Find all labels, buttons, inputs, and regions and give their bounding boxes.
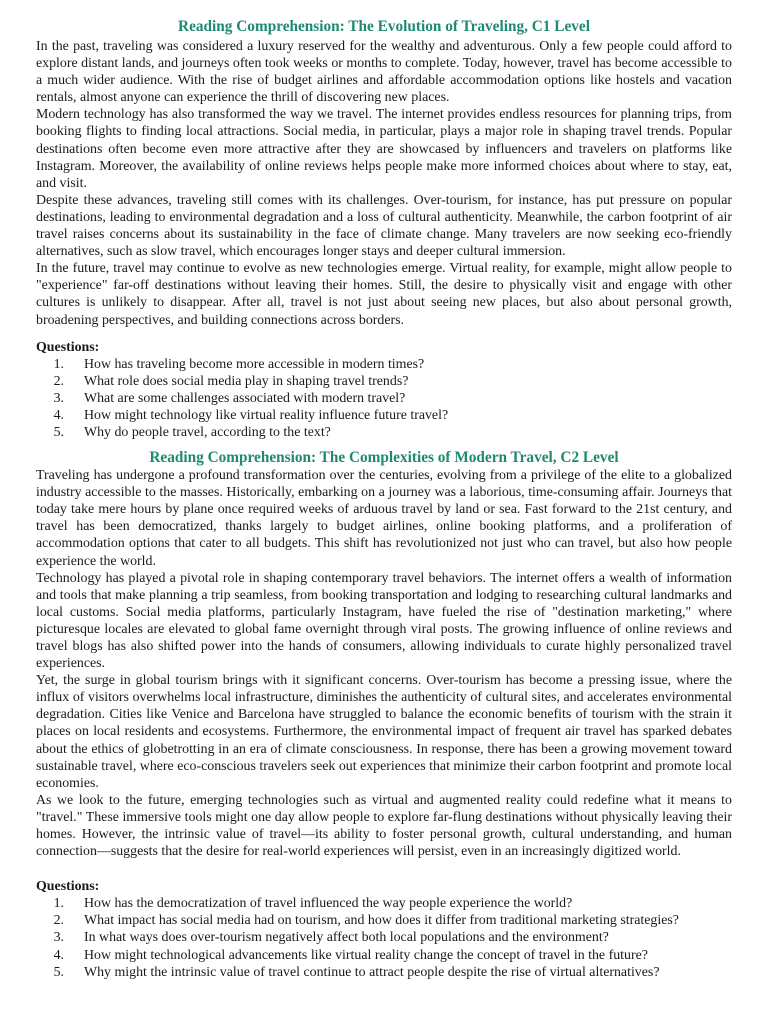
question-number: 4. (53, 947, 64, 963)
paragraph: Despite these advances, traveling still comes with its challenges. Over-tourism, for instance, has put pressure on popular destinations, leading to environmental degradation and a loss of cultural authenticity. Meanwhile, the carbon footprint of air travel raises concerns about its sustainability in the face of climate change. Many travelers are now seeking eco-friendly alternatives, such as slow travel, which encourages longer stays and deeper cultural immersion. (36, 192, 732, 260)
question-item (36, 895, 732, 912)
paragraph: Modern technology has also transformed the way we travel. The internet provides endless resources for planning trips, from booking flights to finding local attractions. Social media, in particular, plays a major role in shaping travel trends. Popular destinations often become even more attractive after they are showcased by influencers and travelers on platforms like Instagram. Moreover, the availability of online reviews helps people make more informed choices about where to stay, eat, and visit. (36, 107, 732, 191)
question-item (36, 912, 732, 929)
paragraph: In the past, traveling was considered a luxury reserved for the wealthy and adventurous. Only a few people could afford to explore distant lands, and journeys often took weeks or months to complete. Today, however, travel has become accessible to a much wider audience. With the rise of budget airlines and affordable accommodation options like hostels and vacation rentals, almost anyone can experience the thrill of discovering new places. (36, 39, 732, 106)
question-text: How might technology like virtual reality influence future travel? (84, 407, 449, 423)
question-text: How has traveling become more accessible in modern times? (84, 356, 425, 372)
question-item (36, 947, 732, 964)
paragraph: Traveling has undergone a profound transformation over the centuries, evolving from a privilege of the elite to a globalized industry accessible to the masses. Historically, embarking on a journey was a laborious, time-consuming affair. Journeys that today take mere hours by plane once required weeks of arduous travel by land or sea. Fast forward to the 21st century, and travel has been democratized, thanks largely to budget airlines, online booking platforms, and a proliferation of accommodation options that cater to all budgets. This shift has revolutionized not just who can travel, but also how people experience the world. (36, 468, 732, 569)
question-item (36, 424, 732, 441)
question-item (36, 373, 732, 390)
question-item (36, 356, 732, 373)
question-text: What role does social media play in shaping travel trends? (84, 373, 409, 389)
questions-heading: Questions: (36, 339, 100, 355)
question-item (36, 964, 732, 981)
question-item (36, 929, 732, 946)
question-number: 5. (53, 964, 64, 980)
questions-heading: Questions: (36, 879, 100, 895)
questions-list (36, 356, 732, 441)
question-item (36, 390, 732, 407)
question-item (36, 407, 732, 424)
paragraph: As we look to the future, emerging technologies such as virtual and augmented reality could redefine what it means to "travel." These immersive tools might one day allow people to explore far-flung destinations without physically leaving their homes. However, the intrinsic value of travel—its ability to foster personal growth, cultural understanding, and human connection—suggests that the desire for real-world experiences will persist, even in an increasingly digitized world. (36, 792, 732, 860)
question-text: In what ways does over-tourism negatively affect both local populations and the environment? (84, 930, 609, 946)
question-text: What are some challenges associated with modern travel? (84, 390, 406, 406)
question-text: How might technological advancements like virtual reality change the concept of travel in the future? (84, 947, 648, 963)
section-title-c2: Reading Comprehension: The Complexities of Modern Travel, C2 Level (149, 449, 619, 467)
question-text: Why do people travel, according to the text? (84, 424, 331, 440)
paragraph: Technology has played a pivotal role in shaping contemporary travel behaviors. The internet offers a wealth of information and tools that make planning a trip seamless, from booking transportation and lodging to researching cultural landmarks and local customs. Social media platforms, particularly Instagram, have fueled the rise of "destination marketing," where picturesque locales are elevated to global fame overnight through viral posts. The growing influence of online reviews and travel blogs has also shifted power into the hands of consumers, allowing individuals to curate highly personalized travel experiences. (36, 570, 732, 672)
question-number: 1. (53, 896, 64, 912)
question-number: 5. (53, 424, 64, 440)
paragraph: In the future, travel may continue to evolve as new technologies emerge. Virtual reality, for example, might allow people to "experience" far-off destinations without leaving their homes. Still, the desire to physically visit and engage with other cultures is unlikely to disappear. After all, travel is not just about seeing new places, but also about personal growth, broadening perspectives, and building connections across borders. (36, 261, 732, 328)
section-c2 (36, 449, 732, 981)
question-number: 1. (53, 356, 64, 372)
section-title-c1: Reading Comprehension: The Evolution of Traveling, C1 Level (178, 18, 590, 35)
questions-list (36, 895, 732, 980)
question-number: 3. (53, 930, 64, 946)
question-text: How has the democratization of travel influenced the way people experience the world? (84, 896, 573, 912)
question-number: 4. (53, 407, 64, 423)
question-number: 2. (53, 373, 64, 389)
question-number: 2. (53, 913, 64, 929)
question-text: What impact has social media had on tourism, and how does it differ from traditional marketing strategies? (84, 913, 679, 929)
section-c1 (36, 18, 732, 441)
question-number: 3. (53, 390, 64, 406)
paragraph: Yet, the surge in global tourism brings with it significant concerns. Over-tourism has become a pressing issue, where the influx of visitors overwhelms local infrastructure, diminishes the authenticity of cultural sites, and accelerates environmental degradation. Cities like Venice and Barcelona have struggled to balance the economic benefits of tourism with the strain it places on local residents and ecosystems. Furthermore, the environmental impact of frequent air travel has sparked debates about the ethics of globetrotting in an era of climate consciousness. In response, there has been a growing movement toward sustainable travel, where eco-conscious travelers seek out experiences that minimize their carbon footprint and promote local economies. (36, 673, 732, 791)
question-text: Why might the intrinsic value of travel continue to attract people despite the rise of virtual alternatives? (84, 964, 660, 980)
